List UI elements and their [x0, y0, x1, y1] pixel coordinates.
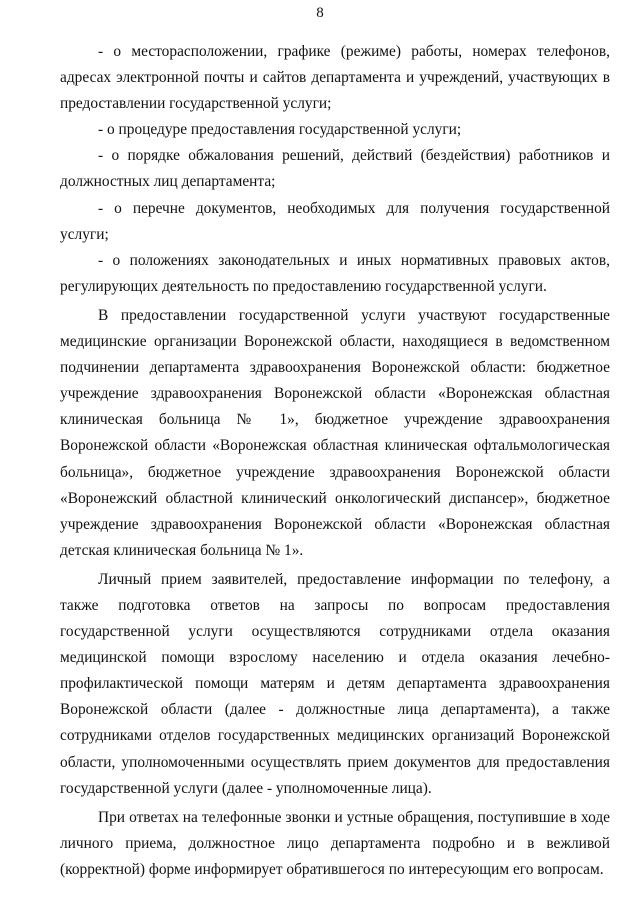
paragraph-personal-reception: Личный прием заявителей, предоставление информации по телефону, а также подготовка ответов на запросы по вопросам предоставления государственной услуги осуществляются сотрудниками отдела оказания медицинской помощи взрослому населению и отдела оказания лечебно-профилактической помощи матерям и детям департамента здравоохранения Воронежской области (далее - должностные лица департамента), а также сотрудниками отделов государственных медицинских организаций Воронежской области, уполномоченными осуществлять прием документов для предоставления государственной услуги (далее - уполномоченные лица).	[60, 570, 610, 797]
list-item-appeal: - о порядке обжалования решений, действий (бездействия) работников и должностных лиц департамента;	[60, 147, 610, 191]
document-body	[60, 39, 610, 883]
list-item-documents: - о перечне документов, необходимых для получения государственной услуги;	[60, 199, 610, 243]
list-item-procedure: - о процедуре предоставления государственной услуги;	[98, 121, 462, 139]
page-number: 8	[316, 5, 324, 21]
paragraph-phone-answers: При ответах на телефонные звонки и устные обращения, поступившие в ходе личного приема, должностное лицо департамента подробно и в вежливой (корректной) форме информирует обратившегося по интересующим его вопросам.	[60, 808, 610, 878]
list-item-legal-acts: - о положениях законодательных и иных нормативных правовых актов, регулирующих деятельность по предоставлению государственной услуги.	[60, 251, 610, 295]
list-item-location: - о месторасположении, графике (режиме) работы, номерах телефонов, адресах электронной почты и сайтов департамента и учреждений, участвующих в предоставлении государственной услуги;	[60, 43, 610, 113]
paragraph-participants: В предоставлении государственной услуги участвуют государственные медицинские организации Воронежской области, находящиеся в ведомственном подчинении департамента здравоохранения Воронежской области: бюджетное учреждение здравоохранения Воронежской области «Воронежская областная клиническая больница № 1», бюджетное учреждение здравоохранения Воронежской области «Воронежская областная клиническая офтальмологическая больница», бюджетное учреждение здравоохранения Воронежской области «Воронежский областной клинический онкологический диспансер», бюджетное учреждение здравоохранения Воронежской области «Воронежская областная детская клиническая больница № 1».	[60, 306, 610, 559]
